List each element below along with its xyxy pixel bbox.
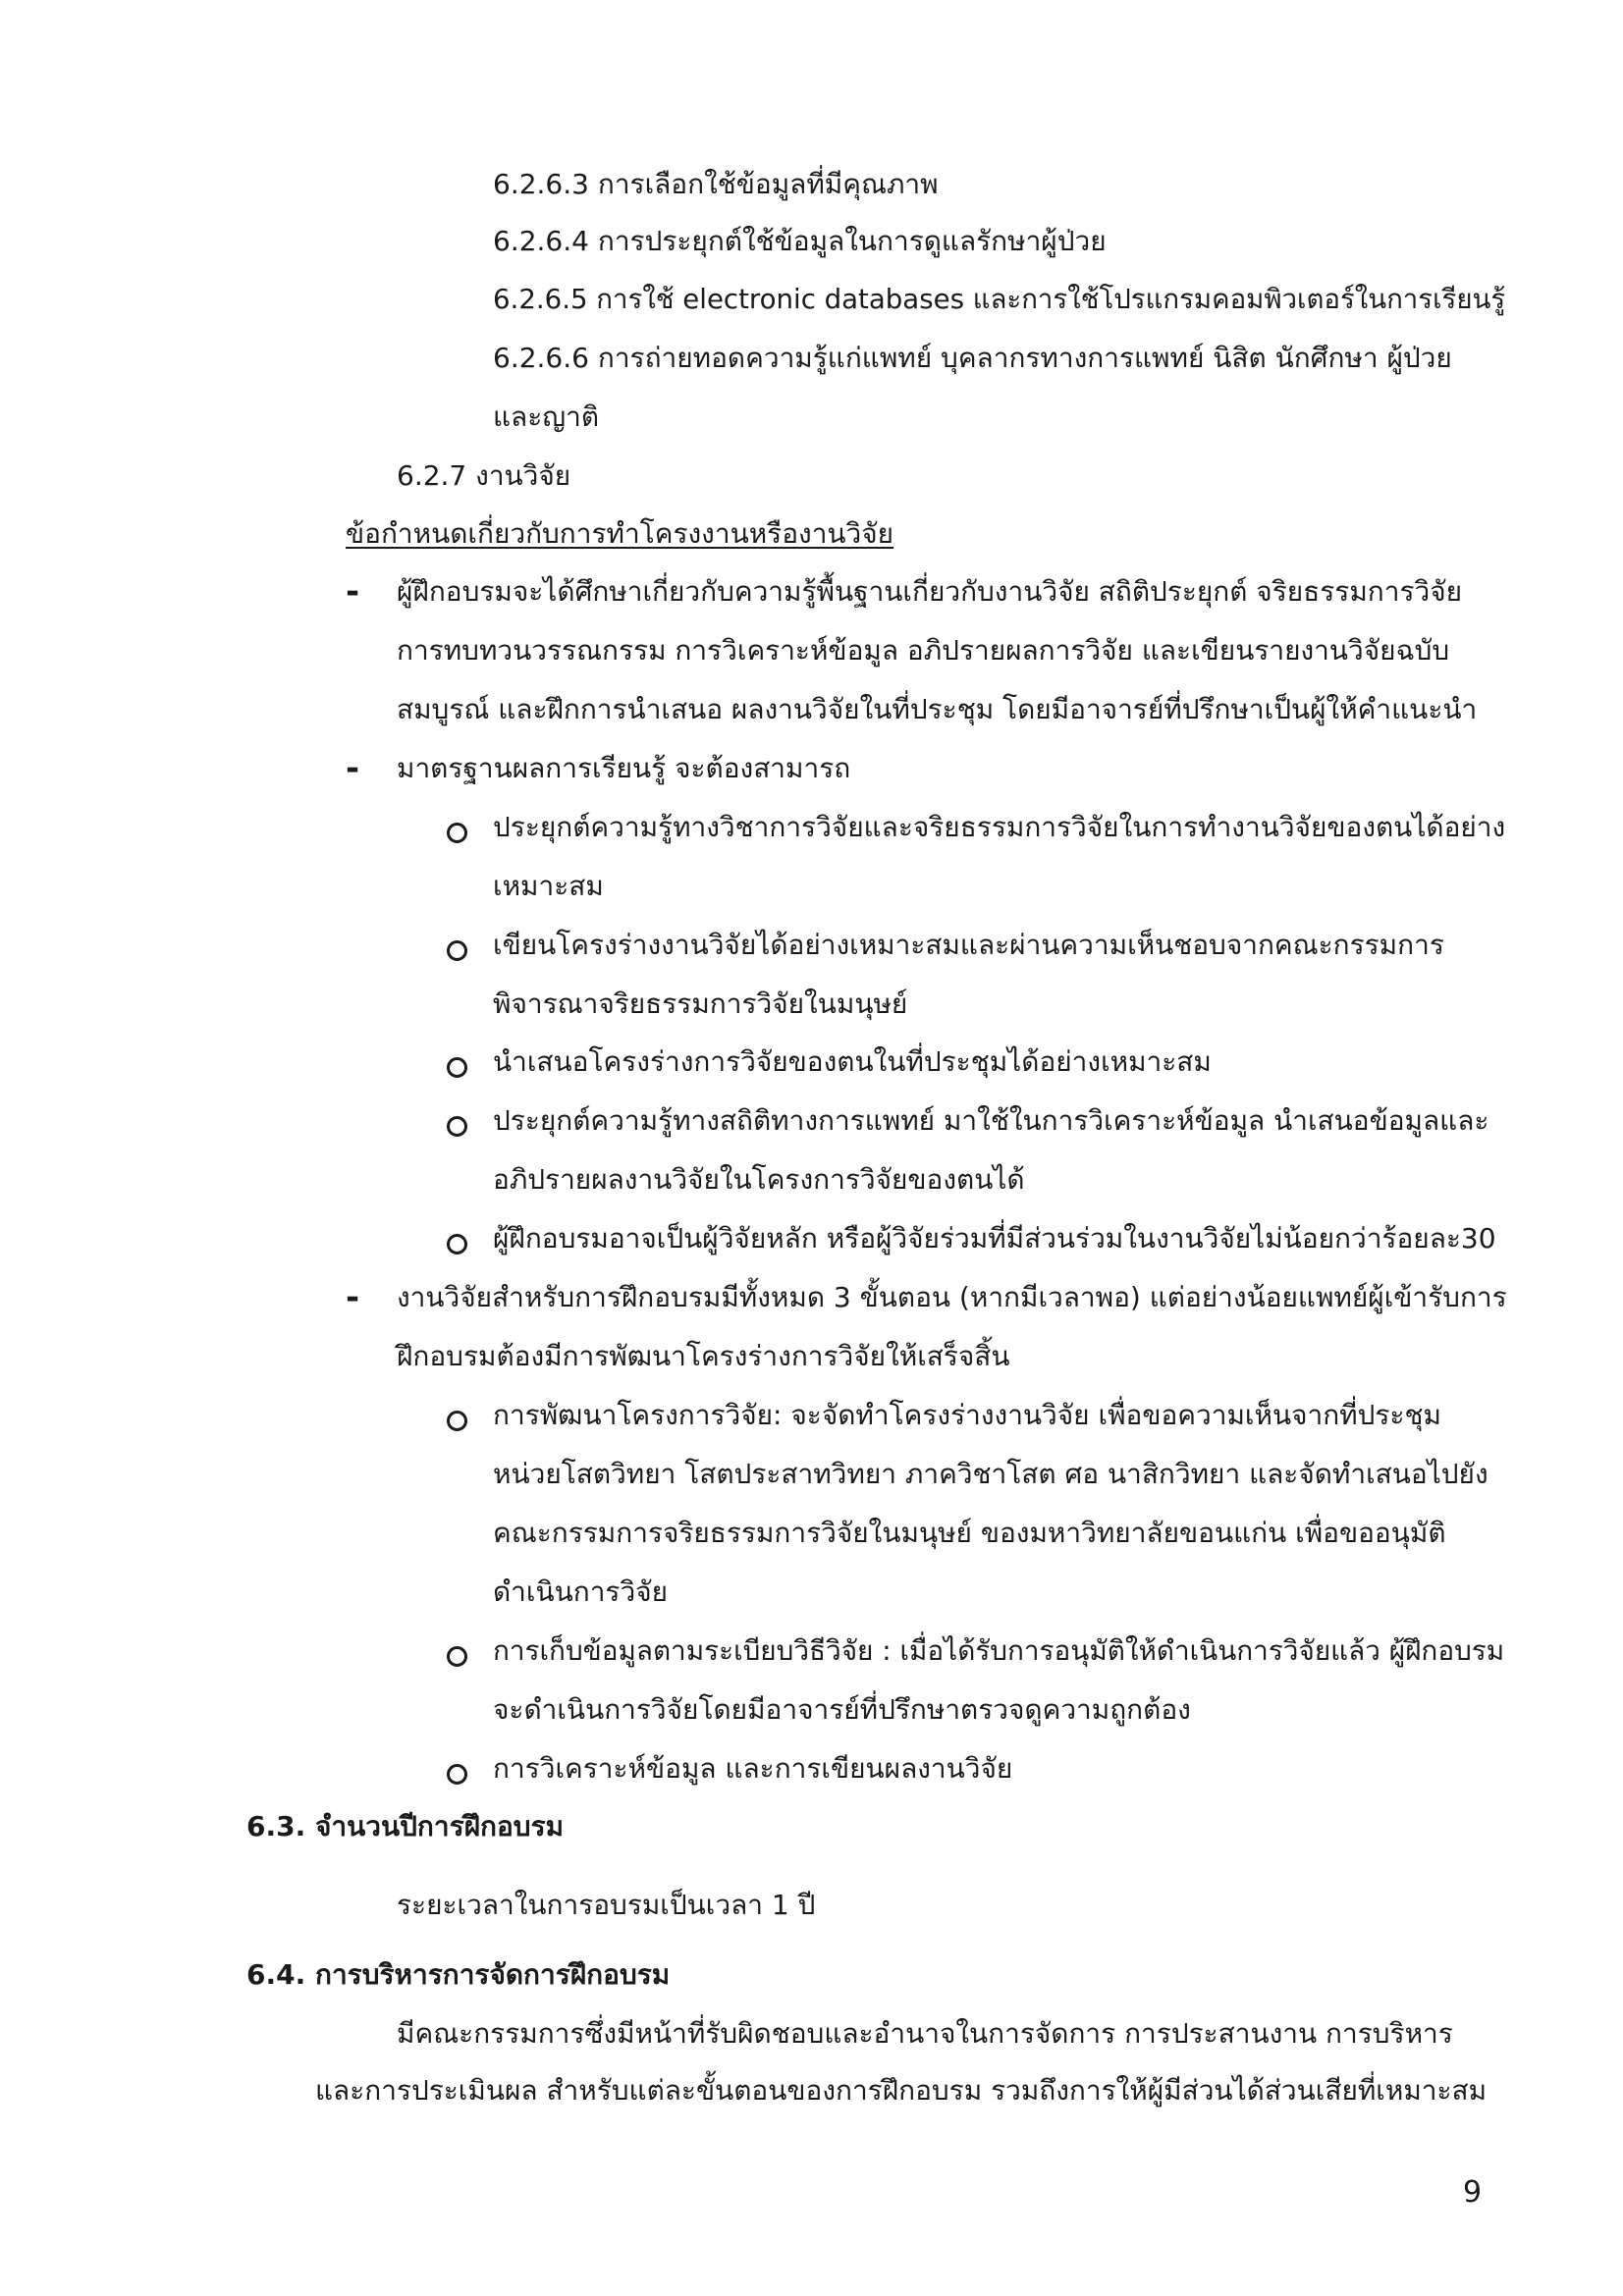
section-6-4-number: 6.4. [246,1958,306,1991]
section-6-3-title: จำนวนปีการฝึกอบรม [315,1810,565,1842]
step-1-line2: หน่วยโสตวิทยา โสตประสาทวิทยา ภาควิชาโสต ศอ นาสิกวิทยา และจัดทำเสนอไปยัง [493,1458,1488,1490]
item-6-2-6-6: 6.2.6.6 การถ่ายทอดความรู้แก่แพทย์ บุคลากรทางการแพทย์ นิสิต นักศึกษา ผู้ป่วย [493,342,1452,374]
item-6-2-6-6-cont: และญาติ [493,400,600,433]
outcome-4-line2: อภิปรายผลงานวิจัยในโครงการวิจัยของตนได้ [493,1163,1025,1196]
circle-bullet [447,940,467,961]
outcome-5-line1: ผู้ฝึกอบรมอาจเป็นผู้วิจัยหลัก หรือผู้วิจัยร่วมที่มีส่วนร่วมในงานวิจัยไม่น้อยกว่าร้อยละ30 [493,1222,1496,1255]
step-2-line1: การเก็บข้อมูลตามระเบียบวิธีวิจัย : เมื่อได้รับการอนุมัติให้ดำเนินการวิจัยแล้ว ผู้ฝึกอบรม [493,1634,1505,1667]
step-1-line4: ดำเนินการวิจัย [493,1575,669,1608]
heading-6-2-7: 6.2.7 งานวิจัย [397,459,571,492]
section-6-3-number: 6.3. [246,1810,306,1842]
dash-bullet: - [346,1278,360,1317]
research-requirements-heading: ข้อกำหนดเกี่ยวกับการทำโครงงานหรืองานวิจัย [346,517,894,550]
step-2-line2: จะดำเนินการวิจัยโดยมีอาจารย์ที่ปรึกษาตรวจดูความถูกต้อง [493,1693,1191,1726]
circle-bullet [447,1764,467,1785]
section-6-4-body-line1: มีคณะกรรมการซึ่งมีหน้าที่รับผิดชอบและอำนาจในการจัดการ การประสานงาน การบริหาร [397,2017,1453,2050]
circle-bullet [447,1411,467,1431]
outcome-2-line2: พิจารณาจริยธรรมการวิจัยในมนุษย์ [493,988,908,1020]
section-6-4-body-line2: และการประเมินผล สำหรับแต่ละขั้นตอนของการฝึกอบรม รวมถึงการให้ผู้มีส่วนได้ส่วนเสียที่เหมาะสม [315,2074,1488,2107]
step-1-line3: คณะกรรมการจริยธรรมการวิจัยในมนุษย์ ของมหาวิทยาลัยขอนแก่น เพื่อขออนุมัติ [493,1517,1446,1549]
step-3-line1: การวิเคราะห์ข้อมูล และการเขียนผลงานวิจัย [493,1752,1013,1785]
circle-bullet [447,1234,467,1255]
circle-bullet [447,1057,467,1078]
item-6-2-6-4: 6.2.6.4 การประยุกต์ใช้ข้อมูลในการดูแลรักษาผู้ป่วย [493,225,1107,257]
item-6-2-6-3: 6.2.6.3 การเลือกใช้ข้อมูลที่มีคุณภาพ [493,168,939,200]
page-number: 9 [1463,2175,1483,2210]
circle-bullet [447,1646,467,1667]
outcome-2-line1: เขียนโครงร่างงานวิจัยได้อย่างเหมาะสมและผ่านความเห็นชอบจากคณะกรรมการ [493,929,1444,961]
outcome-3-line1: นำเสนอโครงร่างการวิจัยของตนในที่ประชุมได้อย่างเหมาะสม [493,1045,1212,1078]
section-6-4-title: การบริหารการจัดการฝึกอบรม [315,1958,671,1991]
step-1-line1: การพัฒนาโครงการวิจัย: จะจัดทำโครงร่างงานวิจัย เพื่อขอความเห็นจากที่ประชุม [493,1399,1441,1431]
dash-bullet: - [346,749,360,788]
dash1-line2: การทบทวนวรรณกรรม การวิเคราะห์ข้อมูล อภิปรายผลการวิจัย และเขียนรายงานวิจัยฉบับ [397,634,1450,667]
dash3-line1: งานวิจัยสำหรับการฝึกอบรมมีทั้งหมด 3 ขั้นตอน (หากมีเวลาพอ) แต่อย่างน้อยแพทย์ผู้เข้ารับการ [397,1281,1507,1313]
outcome-4-line1: ประยุกต์ความรู้ทางสถิติทางการแพทย์ มาใช้ในการวิเคราะห์ข้อมูล นำเสนอข้อมูลและ [493,1104,1489,1137]
section-6-3-body: ระยะเวลาในการอบรมเป็นเวลา 1 ปี [397,1889,816,1921]
item-6-2-6-5: 6.2.6.5 การใช้ electronic databases และการใช้โปรแกรมคอมพิวเตอร์ในการเรียนรู้ [493,283,1506,315]
dash2-line: มาตรฐานผลการเรียนรู้ จะต้องสามารถ [397,752,851,784]
outcome-1-line1: ประยุกต์ความรู้ทางวิชาการวิจัยและจริยธรรมการวิจัยในการทำงานวิจัยของตนได้อย่าง [493,811,1506,843]
dash1-line1: ผู้ฝึกอบรมจะได้ศึกษาเกี่ยวกับความรู้พื้นฐานเกี่ยวกับงานวิจัย สถิติประยุกต์ จริยธรรมการวิจัย [397,575,1463,608]
outcome-1-line2: เหมาะสม [493,870,604,902]
dash-bullet: - [346,572,360,612]
dash3-line2: ฝึกอบรมต้องมีการพัฒนาโครงร่างการวิจัยให้เสร็จสิ้น [397,1340,1010,1372]
circle-bullet [447,823,467,843]
dash1-line3: สมบูรณ์ และฝึกการนำเสนอ ผลงานวิจัยในที่ประชุม โดยมีอาจารย์ที่ปรึกษาเป็นผู้ให้คำแนะนำ [397,693,1478,725]
circle-bullet [447,1116,467,1137]
